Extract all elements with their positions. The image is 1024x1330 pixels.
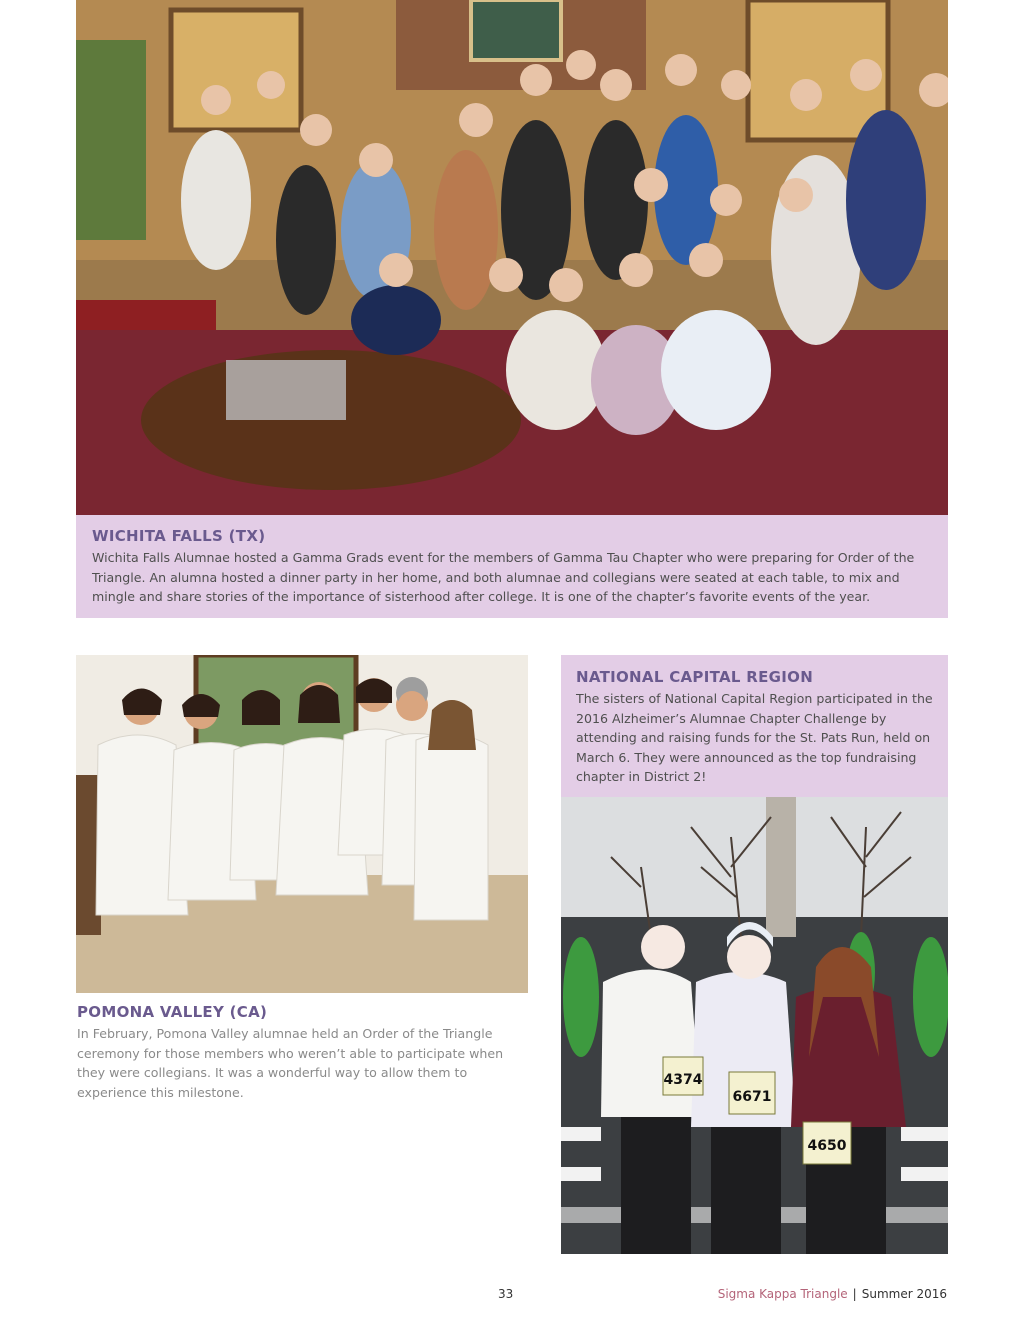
st-pats-run-photo [561,797,948,1254]
national-capital-region-caption [561,655,948,797]
magazine-name: Sigma Kappa Triangle [717,1287,848,1301]
pomona-valley-title: POMONA VALLEY (CA) [77,1003,268,1021]
footer-masthead [718,1287,947,1301]
wichita-falls-body: Wichita Falls Alumnae hosted a Gamma Grads event for the members of Gamma Tau Chapter who were preparing for Order of the Triangle. An alumna hosted a dinner party in her home, and both alumnae and collegians were seated at each table, to mix and mingle and share stories of the importance of sisterhood after college. It is one of the chapter’s favorite events of the year. [92,550,915,605]
national-capital-region-body: The sisters of National Capital Region participated in the 2016 Alzheimer’s Alumnae Chapter Challenge by attending and raising funds for the St. Pats Run, held on March 6. They were announced as the top fundraising chapter in District 2! [576,691,933,785]
race-bib-3: 4650 [807,1138,847,1154]
pomona-valley-photo [76,655,528,993]
wichita-falls-caption [76,515,948,618]
pomona-valley-caption [77,1003,517,1102]
issue-label: Summer 2016 [861,1287,947,1301]
footer-separator: | [852,1287,857,1301]
race-bib-2: 6671 [732,1089,772,1105]
race-bib-1: 4374 [663,1072,703,1088]
pomona-valley-body: In February, Pomona Valley alumnae held an Order of the Triangle ceremony for those members who weren’t able to participate when they were collegians. It was a wonderful way to allow them to experience this milestone. [77,1026,504,1100]
wichita-falls-group-photo [76,0,948,515]
wichita-falls-title: WICHITA FALLS (TX) [92,527,266,545]
page-number: 33 [498,1287,514,1301]
national-capital-region-title: NATIONAL CAPITAL REGION [576,668,814,686]
